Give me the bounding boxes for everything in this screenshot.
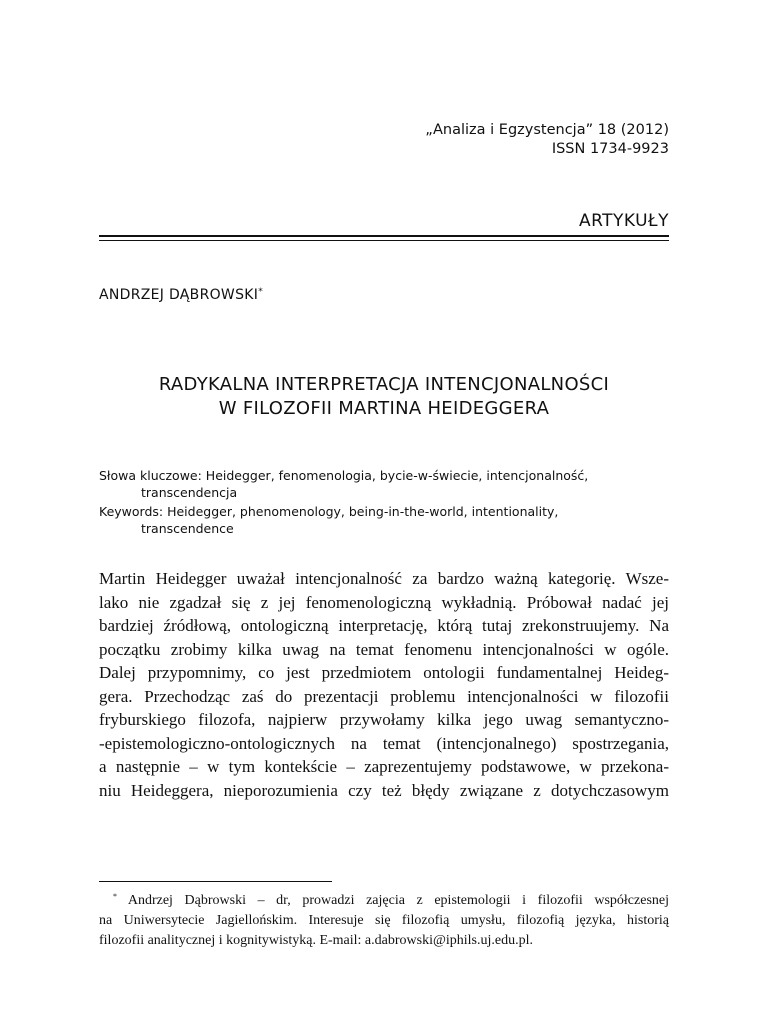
keywords-english-line-1: Keywords: Heidegger, phenomenology, being-in-the-world, intentionality, <box>99 504 559 519</box>
body-paragraph <box>99 567 669 802</box>
section-rule-thin <box>99 240 669 241</box>
body-line: bardziej źródłową, ontologiczną interpretację, którą tutaj zrekonstruujemy. Na <box>99 616 669 635</box>
section-heading: ARTYKUŁY <box>578 211 669 231</box>
keywords-english <box>99 503 669 537</box>
footnote-line-2: na Uniwersytecie Jagiellońskim. Interesuje się filozofią umysłu, filozofią języka, historią <box>99 913 669 928</box>
title-line-2: W FILOZOFII MARTINA HEIDEGGERA <box>218 398 550 419</box>
footnote-line-3: filozofii analitycznej i kognitywistyką. E-mail: a.dabrowski@iphils.uj.edu.pl. <box>99 933 533 948</box>
author-footnote-mark: * <box>258 287 263 297</box>
journal-issn: ISSN 1734-9923 <box>551 141 669 157</box>
journal-info <box>425 121 669 159</box>
journal-citation: „Analiza i Egzystencja” 18 (2012) <box>425 122 669 138</box>
footnote-line-1 <box>99 887 669 911</box>
keywords-polish-line-1: Słowa kluczowe: Heidegger, fenomenologia, bycie-w-świecie, intencjonalność, <box>99 468 589 483</box>
footnote-mark: * <box>113 892 117 901</box>
body-line: fryburskiego filozofa, najpierw przywołamy kilka jego uwag semantyczno- <box>99 710 669 729</box>
author-name: ANDRZEJ DĄBROWSKI <box>99 287 259 303</box>
body-line: -epistemologiczno-ontologicznych na temat (intencjonalnego) spostrzegania, <box>99 733 669 753</box>
keywords-english-line-2: transcendence <box>141 521 234 536</box>
body-line: gera. Przechodząc zaś do prezentacji problemu intencjonalności w filozofii <box>99 686 669 706</box>
body-line: niu Heideggera, nieporozumienia czy też błędy związane z dotychczasowym <box>99 780 669 800</box>
body-line: a następnie – w tym kontekście – zaprezentujemy podstawowe, w przekona- <box>99 757 669 776</box>
title-line-1: RADYKALNA INTERPRETACJA INTENCJONALNOŚCI <box>158 374 610 395</box>
footnote-text-1: Andrzej Dąbrowski – dr, prowadzi zajęcia z epistemologii i filozofii współczesnej <box>127 893 670 908</box>
body-line: Dalej przypomnimy, co jest przedmiotem ontologii fundamentalnej Heideg- <box>99 663 669 682</box>
author-line <box>99 287 263 303</box>
footnote-separator <box>99 881 332 882</box>
body-line: początku zrobimy kilka uwag na temat fenomenu intencjonalności w ogóle. <box>99 639 669 659</box>
keywords-polish-line-2: transcendencja <box>141 485 238 500</box>
section-rule-thick <box>99 235 669 237</box>
article-title <box>99 373 669 421</box>
body-line: lako nie zgadzał się z jej fenomenologiczną wykładnią. Próbował nadać jej <box>99 592 669 612</box>
body-line: Martin Heidegger uważał intencjonalność za bardzo ważną kategorię. Wsze- <box>99 569 669 588</box>
footnote <box>99 887 669 951</box>
keywords-polish <box>99 467 669 501</box>
